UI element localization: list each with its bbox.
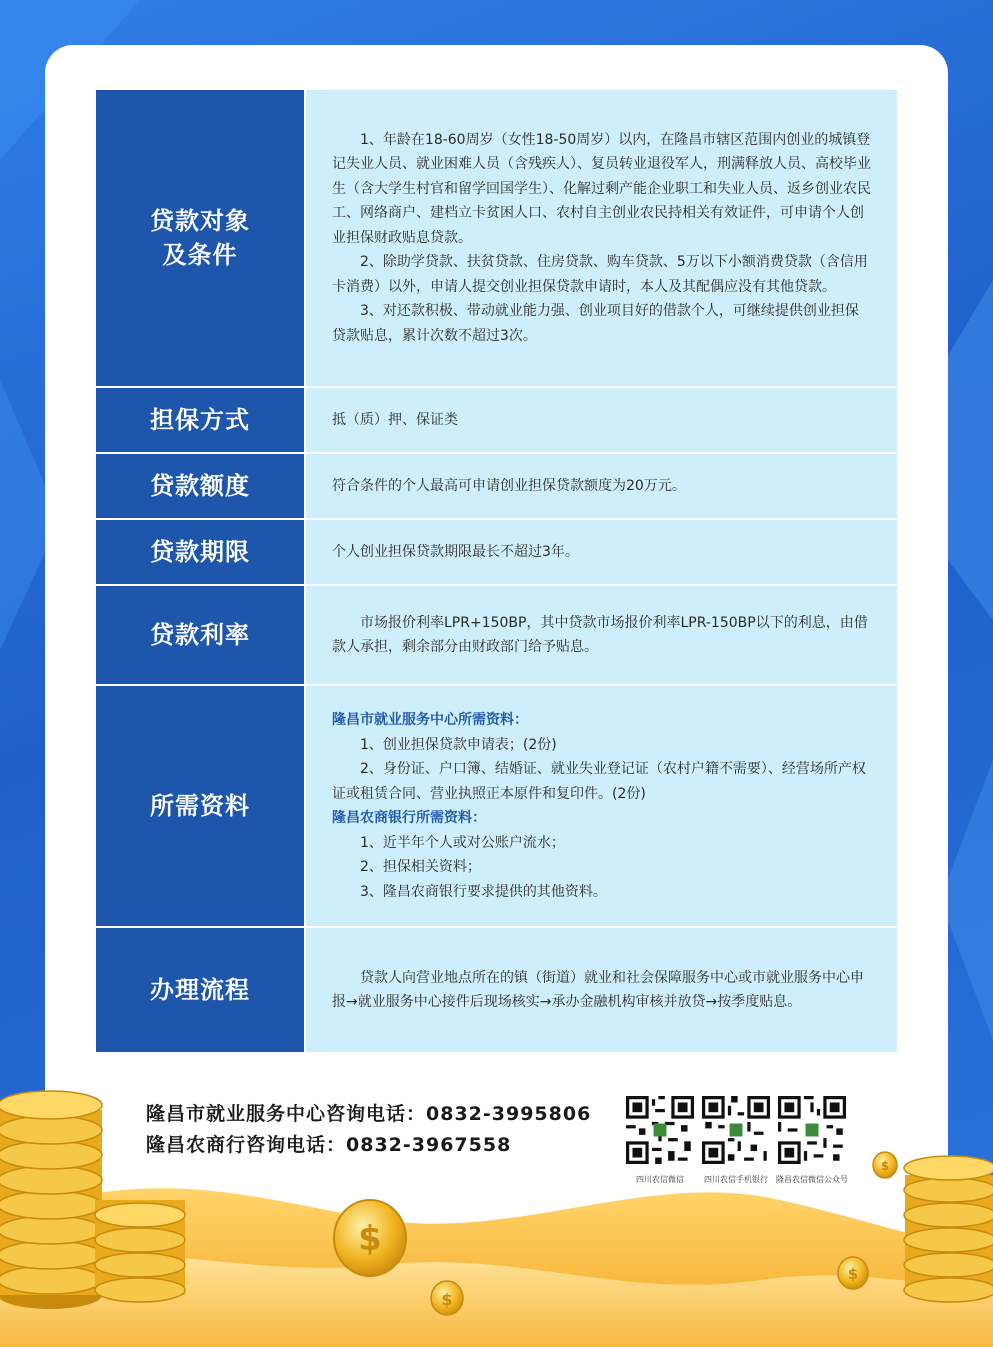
paragraph: 抵（质）押、保证类 — [332, 411, 458, 428]
qr-code-icon — [626, 1096, 694, 1164]
paragraph: 贷款人向营业地点所在的镇（街道）就业和社会保障服务中心或市就业服务中心申报→就业服务中心接件后现场核实→承办金融机构审核并放贷→按季度贴息。 — [332, 969, 864, 1010]
row-amount — [96, 454, 897, 520]
list-item: 2、担保相关资料； — [360, 859, 481, 875]
paragraph: 1、年龄在18-60周岁（女性18-50周岁）以内，在隆昌市辖区范围内创业的城镇登记失业人员、就业困难人员（含残疾人）、复员转业退役军人，刑满释放人员、高校毕业生（含大学生村官和留学回国学生）、化解过剩产能企业职工和失业人员、返乡创业农民工、网络商户、建档立卡贫困人口、农村自主创业农民持相关有效证件，可申请个人创业担保财政贴息贷款。 — [332, 131, 871, 246]
row-content — [306, 454, 897, 518]
list-item: 1、创业担保贷款申请表；(2份) — [360, 736, 557, 753]
qr-code-mobile-bank — [702, 1096, 770, 1185]
row-content — [306, 686, 897, 926]
row-label: 贷款额度 — [96, 454, 306, 518]
gold-coins-decoration — [0, 1050, 993, 1347]
row-content — [306, 520, 897, 584]
contact-employment-center: 隆昌市就业服务中心咨询电话：0832-3995806 — [146, 1103, 592, 1125]
row-label: 贷款利率 — [96, 586, 306, 684]
qr-caption: 四川农信微信 — [636, 1175, 684, 1184]
paragraph: 符合条件的个人最高可申请创业担保贷款额度为20万元。 — [332, 477, 686, 494]
row-guarantee — [96, 388, 897, 454]
row-content — [306, 928, 897, 1052]
contact-rural-bank: 隆昌农商行咨询电话：0832-3967558 — [146, 1134, 512, 1156]
row-label: 贷款对象 及条件 — [96, 90, 306, 386]
row-content — [306, 90, 897, 386]
paragraph: 3、对还款积极、带动就业能力强、创业项目好的借款个人，可继续提供创业担保贷款贴息，累计次数不超过3次。 — [332, 303, 859, 344]
list-item: 3、隆昌农商银行要求提供的其他资料。 — [360, 883, 607, 900]
row-label: 所需资料 — [96, 686, 306, 926]
qr-caption: 隆昌农信微信公众号 — [776, 1175, 848, 1184]
svg-text:$: $ — [847, 1265, 859, 1283]
row-content — [306, 586, 897, 684]
paragraph: 市场报价利率LPR+150BP，其中贷款市场报价利率LPR-150BP以下的利息，由借款人承担，剩余部分由财政部门给予贴息。 — [332, 614, 868, 655]
row-label: 办理流程 — [96, 928, 306, 1052]
qr-code-icon — [702, 1096, 770, 1164]
row-eligibility — [96, 90, 897, 388]
qr-code-icon — [778, 1096, 846, 1164]
svg-text:$: $ — [358, 1219, 382, 1259]
section-heading: 隆昌市就业服务中心所需资料： — [332, 712, 528, 728]
qr-code-wechat — [626, 1096, 694, 1185]
paragraph: 个人创业担保贷款期限最长不超过3年。 — [332, 543, 579, 560]
list-item: 2、身份证、户口簿、结婚证、就业失业登记证（农村户籍不需要）、经营场所产权证或租赁合同、营业执照正本原件和复印件。(2份) — [332, 761, 866, 802]
row-term — [96, 520, 897, 586]
row-interest — [96, 586, 897, 686]
row-content — [306, 388, 897, 452]
svg-text:$: $ — [880, 1159, 890, 1173]
list-item: 1、近半年个人或对公账户流水； — [360, 834, 565, 851]
section-heading: 隆昌农商银行所需资料： — [332, 810, 486, 826]
row-label: 贷款期限 — [96, 520, 306, 584]
row-label: 担保方式 — [96, 388, 306, 452]
paragraph: 2、除助学贷款、扶贫贷款、住房贷款、购车贷款、5万以下小额消费贷款（含信用卡消费）以外，申请人提交创业担保贷款申请时，本人及其配偶应没有其他贷款。 — [332, 254, 868, 295]
loan-info-table — [96, 90, 897, 1052]
qr-caption: 四川农信手机银行 — [704, 1175, 768, 1184]
row-process — [96, 928, 897, 1052]
svg-text:$: $ — [441, 1290, 453, 1309]
qr-code-official-account — [778, 1096, 846, 1185]
row-documents — [96, 686, 897, 928]
